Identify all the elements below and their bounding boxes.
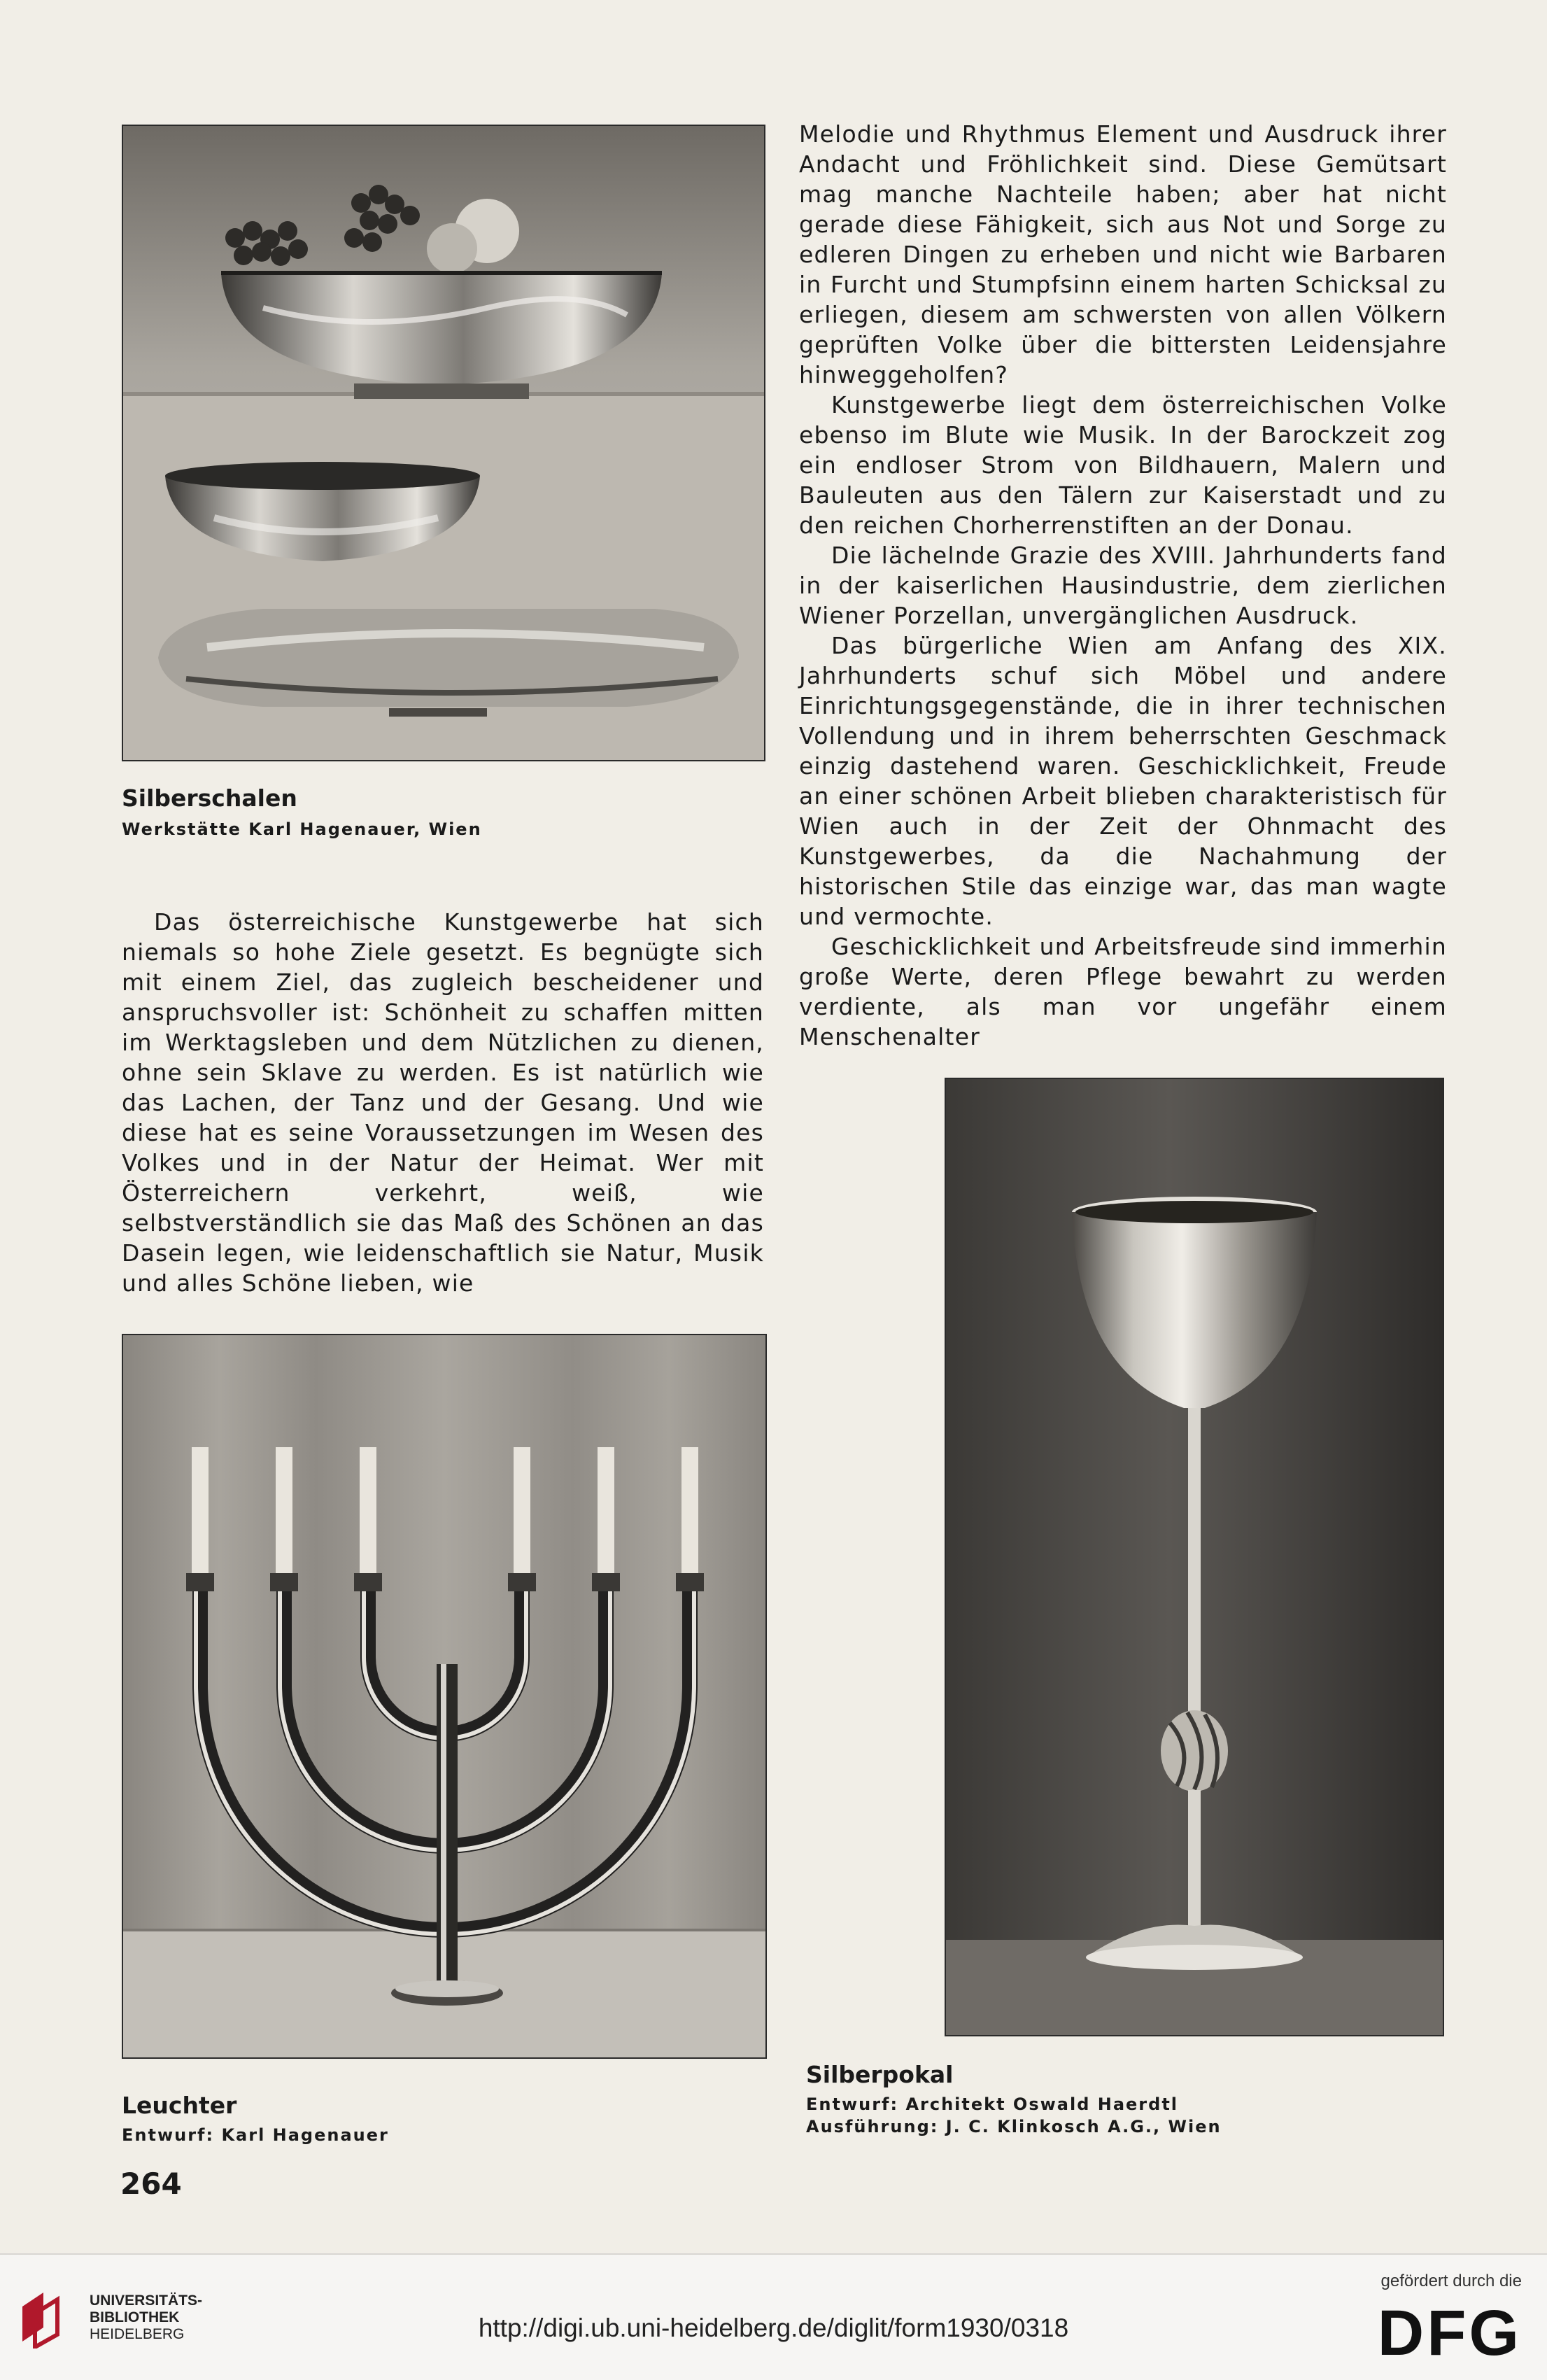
right-column-text bbox=[799, 119, 1447, 1052]
goblet-caption-title: Silberpokal bbox=[806, 2061, 954, 2088]
permalink-url[interactable]: http://digi.ub.uni-heidelberg.de/diglit/form1930/0318 bbox=[478, 2314, 1069, 2342]
body-paragraph: Melodie und Rhythmus Element und Ausdruck ihrer Andacht und Fröhlichkeit sind. Diese Gemütsart mag manche Nachteile haben; aber hat nicht gerade diese Fähigkeit, sich aus Not und Sorge zu edleren Dingen zu erheben und nicht wie Barbaren in Furcht und Stumpfsinn einem harten Schicksal zu erliegen, diesem am schwersten von allen Völkern geprüften Volke über die bittersten Leidensjahre hinweggeholfen? bbox=[799, 120, 1447, 388]
goblet-caption-execution: Ausführung: J. C. Klinkosch A.G., Wien bbox=[806, 2117, 1222, 2136]
digitization-footer bbox=[0, 2253, 1547, 2380]
body-paragraph: Kunstgewerbe liegt dem österreichischen Volke ebenso im Blute wie Musik. In der Barockzeit zog ein endloser Strom von Bildhauern, Malern und Bauleuten aus den Tälern zur Kaiserstadt und zu den reichen Chorherrenstiften an der Donau. bbox=[799, 391, 1447, 539]
goblet-photo bbox=[945, 1078, 1444, 2036]
body-paragraph: Das österreichische Kunstgewerbe hat sich niemals so hohe Ziele gesetzt. Es begnügte sich mit einem Ziel, das zugleich bescheidener und anspruchsvoller ist: Schönheit zu schaffen mitten im Werktagsleben und dem Nützlichen zu dienen, ohne sein Sklave zu werden. Es ist natürlich wie das Lachen, der Tanz und der Gesang. Und wie diese hat es seine Voraussetzungen im Wesen des Volkes und in der Natur der Heimat. Wer mit Österreichern verkehrt, weiß, wie selbstverständlich sie das Maß des Schönen an das Dasein legen, wie leidenschaftlich sie Natur, Musik und alles Schöne lieben, wie bbox=[122, 908, 764, 1297]
library-name-line: HEIDELBERG bbox=[90, 2326, 185, 2342]
funding-label: gefördert durch die bbox=[1380, 2272, 1522, 2290]
left-column-text bbox=[122, 907, 764, 1298]
page-number: 264 bbox=[120, 2167, 182, 2201]
goblet-caption-design: Entwurf: Architekt Oswald Haerdtl bbox=[806, 2094, 1179, 2114]
library-name-line: BIBLIOTHEK bbox=[90, 2309, 180, 2325]
body-paragraph: Geschicklichkeit und Arbeitsfreude sind immerhin große Werte, deren Pflege bewahrt zu werden verdiente, als man vor ungefähr einem Menschenalter bbox=[799, 933, 1447, 1050]
dfg-logo: DFG bbox=[1377, 2297, 1522, 2369]
candelabrum-caption-credit: Entwurf: Karl Hagenauer bbox=[122, 2125, 389, 2145]
candelabrum-photo bbox=[122, 1334, 767, 2059]
body-paragraph: Das bürgerliche Wien am Anfang des XIX. Jahrhunderts schuf sich Möbel und andere Einrichtungsgegenstände, die in ihrer technischen Vollendung und in ihrem beherrschten Geschmack einzig dastehend waren. Geschicklichkeit, Freude an einer schönen Arbeit blieben charakteristisch für Wien auch in der Zeit der Ohnmacht des Kunstgewerbes, da die Nachahmung der historischen Stile das einzige war, das man wagte und vermochte. bbox=[799, 632, 1447, 930]
library-name-line: UNIVERSITÄTS- bbox=[90, 2293, 203, 2309]
bowls-caption-credit: Werkstätte Karl Hagenauer, Wien bbox=[122, 819, 482, 839]
silver-bowls-photo bbox=[122, 125, 765, 761]
body-paragraph: Die lächelnde Grazie des XVIII. Jahrhunderts fand in der kaiserlichen Hausindustrie, dem zierlichen Wiener Porzellan, unvergänglichen Ausdruck. bbox=[799, 542, 1447, 629]
candelabrum-caption-title: Leuchter bbox=[122, 2092, 237, 2119]
bowls-caption-title: Silberschalen bbox=[122, 784, 297, 812]
